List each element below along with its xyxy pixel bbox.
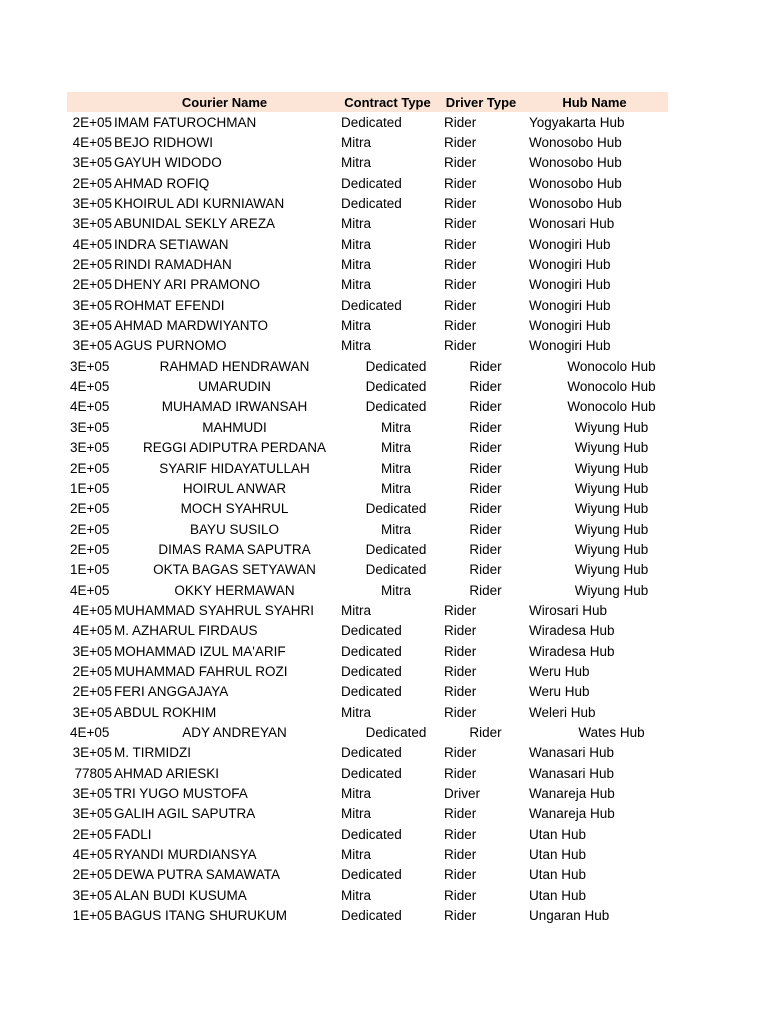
table-row <box>67 844 668 864</box>
cell-driver-type: Rider <box>469 399 502 415</box>
cell-id: 3E+05 <box>70 440 110 456</box>
cell-id: 3E+05 <box>72 887 112 903</box>
cell-courier-name: BAGUS ITANG SHURUKUM <box>114 908 288 924</box>
cell-contract-type: Mitra <box>341 887 371 903</box>
cell-courier-name: RAHMAD HENDRAWAN <box>159 358 310 374</box>
cell-hub-name: Wonogiri Hub <box>529 338 611 354</box>
cell-contract-type: Mitra <box>381 440 411 456</box>
cell-driver-type: Rider <box>444 704 477 720</box>
table-row <box>67 193 668 213</box>
cell-driver-type: Rider <box>469 419 502 435</box>
cell-contract-type: Dedicated <box>341 826 402 842</box>
cell-driver-type: Rider <box>469 562 502 578</box>
table-row <box>67 173 668 193</box>
table-row <box>67 539 668 559</box>
cell-courier-name: BAYU SUSILO <box>189 521 280 537</box>
cell-hub-name: Weru Hub <box>529 684 590 700</box>
cell-hub-name: Utan Hub <box>529 847 587 863</box>
header-driver-type: Driver Type <box>445 94 517 110</box>
cell-contract-type: Dedicated <box>341 297 402 313</box>
cell-contract-type: Dedicated <box>341 765 402 781</box>
header-hub-name: Hub Name <box>562 94 627 110</box>
cell-id: 2E+05 <box>72 175 112 191</box>
table-row <box>67 132 668 152</box>
cell-contract-type: Dedicated <box>365 358 427 374</box>
cell-id: 2E+05 <box>72 257 112 273</box>
cell-id: 3E+05 <box>72 745 112 761</box>
cell-hub-name: Wiyung Hub <box>574 562 649 578</box>
cell-hub-name: Wiyung Hub <box>574 582 649 598</box>
courier-table <box>67 92 668 926</box>
cell-contract-type: Mitra <box>381 521 411 537</box>
cell-hub-name: Wiyung Hub <box>574 460 649 476</box>
table-row <box>67 214 668 234</box>
cell-courier-name: AHMAD ROFIQ <box>114 175 210 191</box>
table-row <box>67 804 668 824</box>
table-row <box>67 112 668 132</box>
cell-driver-type: Rider <box>444 602 477 618</box>
cell-driver-type: Rider <box>444 155 477 171</box>
cell-hub-name: Wiradesa Hub <box>529 623 615 639</box>
cell-hub-name: Wonosobo Hub <box>529 135 622 151</box>
cell-hub-name: Wonocolo Hub <box>567 358 656 374</box>
cell-driver-type: Rider <box>444 663 477 679</box>
cell-id: 3E+05 <box>70 358 110 374</box>
cell-courier-name: MUHAMMAD FAHRUL ROZI <box>114 663 288 679</box>
cell-id: 3E+05 <box>72 155 112 171</box>
cell-contract-type: Mitra <box>381 419 411 435</box>
table-row <box>67 315 668 335</box>
cell-hub-name: Wanareja Hub <box>529 806 615 822</box>
cell-contract-type: Mitra <box>341 847 371 863</box>
cell-courier-name: RYANDI MURDIANSYA <box>114 847 257 863</box>
cell-courier-name: AGUS PURNOMO <box>114 338 227 354</box>
cell-id: 2E+05 <box>72 867 112 883</box>
cell-driver-type: Rider <box>444 887 477 903</box>
cell-contract-type: Dedicated <box>341 908 402 924</box>
cell-id: 4E+05 <box>72 602 112 618</box>
cell-hub-name: Utan Hub <box>529 826 587 842</box>
cell-hub-name: Wonocolo Hub <box>567 379 656 395</box>
cell-driver-type: Rider <box>469 541 502 557</box>
cell-hub-name: Wanasari Hub <box>529 765 615 781</box>
cell-hub-name: Wiradesa Hub <box>529 643 615 659</box>
cell-hub-name: Wonosobo Hub <box>529 196 622 212</box>
cell-courier-name: MUHAMMAD SYAHRUL SYAHRI <box>114 602 315 618</box>
cell-hub-name: Ungaran Hub <box>529 908 610 924</box>
cell-courier-name: MAHMUDI <box>202 419 267 435</box>
cell-driver-type: Rider <box>444 908 477 924</box>
cell-contract-type: Dedicated <box>341 175 402 191</box>
cell-courier-name: HOIRUL ANWAR <box>182 480 287 496</box>
table-row <box>67 600 668 620</box>
cell-courier-name: KHOIRUL ADI KURNIAWAN <box>114 196 285 212</box>
cell-driver-type: Rider <box>444 236 477 252</box>
cell-hub-name: Wonogiri Hub <box>529 277 611 293</box>
cell-hub-name: Wiyung Hub <box>574 541 649 557</box>
cell-id: 2E+05 <box>72 663 112 679</box>
cell-hub-name: Utan Hub <box>529 867 587 883</box>
header-courier-name: Courier Name <box>181 94 268 110</box>
cell-id: 4E+05 <box>72 135 112 151</box>
cell-id: 3E+05 <box>72 318 112 334</box>
table-row <box>67 580 668 600</box>
cell-driver-type: Rider <box>444 847 477 863</box>
cell-id: 3E+05 <box>72 297 112 313</box>
cell-id: 2E+05 <box>70 460 110 476</box>
table-row <box>67 356 668 376</box>
cell-courier-name: MUHAMAD IRWANSAH <box>161 399 308 415</box>
cell-driver-type: Rider <box>444 623 477 639</box>
cell-courier-name: REGGI ADIPUTRA PERDANA <box>142 440 327 456</box>
cell-courier-name: INDRA SETIAWAN <box>114 236 229 252</box>
cell-id: 2E+05 <box>70 501 110 517</box>
cell-driver-type: Rider <box>469 379 502 395</box>
cell-contract-type: Dedicated <box>341 684 402 700</box>
cell-driver-type: Rider <box>444 297 477 313</box>
cell-id: 1E+05 <box>70 562 110 578</box>
cell-id: 1E+05 <box>70 480 110 496</box>
table-row <box>67 275 668 295</box>
cell-courier-name: DHENY ARI PRAMONO <box>114 277 261 293</box>
cell-driver-type: Rider <box>444 826 477 842</box>
cell-courier-name: ABDUL ROKHIM <box>114 704 217 720</box>
cell-driver-type: Rider <box>444 745 477 761</box>
cell-id: 3E+05 <box>70 419 110 435</box>
cell-driver-type: Rider <box>444 643 477 659</box>
table-row <box>67 295 668 315</box>
cell-contract-type: Mitra <box>341 155 371 171</box>
cell-driver-type: Rider <box>469 480 502 496</box>
table-row <box>67 661 668 681</box>
cell-contract-type: Mitra <box>381 460 411 476</box>
cell-driver-type: Rider <box>444 175 477 191</box>
cell-hub-name: Wiyung Hub <box>574 480 649 496</box>
cell-driver-type: Rider <box>444 135 477 151</box>
cell-driver-type: Rider <box>469 501 502 517</box>
cell-contract-type: Mitra <box>341 236 371 252</box>
cell-contract-type: Dedicated <box>341 196 402 212</box>
table-row <box>67 499 668 519</box>
table-row <box>67 763 668 783</box>
cell-driver-type: Driver <box>444 786 480 802</box>
cell-contract-type: Mitra <box>381 480 411 496</box>
table-row <box>67 865 668 885</box>
table-row <box>67 254 668 274</box>
cell-contract-type: Dedicated <box>341 623 402 639</box>
table-row <box>67 234 668 254</box>
cell-courier-name: IMAM FATUROCHMAN <box>114 114 257 130</box>
cell-driver-type: Rider <box>469 358 502 374</box>
cell-courier-name: M. TIRMIDZI <box>114 745 191 761</box>
table-row <box>67 153 668 173</box>
cell-contract-type: Dedicated <box>341 867 402 883</box>
cell-hub-name: Wiyung Hub <box>574 501 649 517</box>
cell-contract-type: Dedicated <box>365 724 427 740</box>
table-body <box>67 112 668 926</box>
cell-courier-name: UMARUDIN <box>198 379 271 395</box>
cell-hub-name: Wiyung Hub <box>574 419 649 435</box>
table-row <box>67 722 668 742</box>
table-row <box>67 743 668 763</box>
cell-courier-name: ABUNIDAL SEKLY AREZA <box>114 216 276 232</box>
cell-contract-type: Mitra <box>341 216 371 232</box>
table-row <box>67 702 668 722</box>
cell-courier-name: ADY ANDREYAN <box>182 724 287 740</box>
table-row <box>67 905 668 925</box>
cell-hub-name: Wonosari Hub <box>529 216 615 232</box>
cell-id: 1E+05 <box>72 908 112 924</box>
cell-contract-type: Dedicated <box>365 399 427 415</box>
cell-courier-name: SYARIF HIDAYATULLAH <box>159 460 310 476</box>
cell-id: 2E+05 <box>70 521 110 537</box>
cell-driver-type: Rider <box>444 806 477 822</box>
cell-courier-name: FERI ANGGAJAYA <box>114 684 229 700</box>
cell-hub-name: Yogyakarta Hub <box>529 114 625 130</box>
cell-id: 3E+05 <box>72 338 112 354</box>
cell-id: 3E+05 <box>72 196 112 212</box>
cell-hub-name: Wonogiri Hub <box>529 257 611 273</box>
cell-contract-type: Mitra <box>341 318 371 334</box>
cell-hub-name: Wonocolo Hub <box>567 399 656 415</box>
table-row <box>67 560 668 580</box>
cell-id: 3E+05 <box>72 806 112 822</box>
cell-driver-type: Rider <box>444 867 477 883</box>
cell-driver-type: Rider <box>469 724 502 740</box>
table-row <box>67 478 668 498</box>
cell-contract-type: Dedicated <box>365 541 427 557</box>
table-row <box>67 417 668 437</box>
cell-id: 2E+05 <box>70 541 110 557</box>
header-contract-type: Contract Type <box>344 94 431 110</box>
cell-courier-name: AHMAD ARIESKI <box>114 765 220 781</box>
cell-courier-name: TRI YUGO MUSTOFA <box>114 786 248 802</box>
table-row <box>67 783 668 803</box>
cell-contract-type: Mitra <box>341 338 371 354</box>
cell-hub-name: Wirosari Hub <box>529 602 608 618</box>
cell-id: 4E+05 <box>70 724 110 740</box>
cell-id: 4E+05 <box>70 582 110 598</box>
table-row <box>67 519 668 539</box>
table-row <box>67 458 668 478</box>
cell-courier-name: RINDI RAMADHAN <box>114 257 232 273</box>
cell-courier-name: DEWA PUTRA SAMAWATA <box>114 867 281 883</box>
cell-id: 4E+05 <box>70 379 110 395</box>
cell-id: 3E+05 <box>72 786 112 802</box>
cell-id: 3E+05 <box>72 216 112 232</box>
cell-id: 4E+05 <box>72 623 112 639</box>
cell-hub-name: Wonogiri Hub <box>529 236 611 252</box>
cell-hub-name: Wanasari Hub <box>529 745 615 761</box>
cell-courier-name: OKKY HERMAWAN <box>174 582 295 598</box>
cell-id: 2E+05 <box>72 277 112 293</box>
cell-driver-type: Rider <box>444 684 477 700</box>
cell-id: 4E+05 <box>72 847 112 863</box>
cell-courier-name: GALIH AGIL SAPUTRA <box>114 806 256 822</box>
cell-hub-name: Weru Hub <box>529 663 590 679</box>
table-row <box>67 621 668 641</box>
cell-courier-name: ROHMAT EFENDI <box>114 297 225 313</box>
cell-hub-name: Weleri Hub <box>529 704 596 720</box>
cell-driver-type: Rider <box>469 521 502 537</box>
cell-id: 3E+05 <box>72 704 112 720</box>
table-row <box>67 397 668 417</box>
cell-contract-type: Mitra <box>341 277 371 293</box>
table-row <box>67 376 668 396</box>
table-row <box>67 336 668 356</box>
cell-driver-type: Rider <box>444 114 477 130</box>
cell-contract-type: Dedicated <box>365 562 427 578</box>
cell-contract-type: Dedicated <box>341 745 402 761</box>
cell-driver-type: Rider <box>444 338 477 354</box>
cell-courier-name: FADLI <box>114 826 152 842</box>
cell-hub-name: Wonogiri Hub <box>529 297 611 313</box>
cell-id: 2E+05 <box>72 826 112 842</box>
table-row <box>67 824 668 844</box>
cell-id: 2E+05 <box>72 114 112 130</box>
cell-hub-name: Wiyung Hub <box>574 440 649 456</box>
cell-contract-type: Mitra <box>381 582 411 598</box>
cell-driver-type: Rider <box>444 277 477 293</box>
cell-id: 3E+05 <box>72 643 112 659</box>
cell-hub-name: Wanareja Hub <box>529 786 615 802</box>
cell-hub-name: Wates Hub <box>578 724 645 740</box>
cell-contract-type: Dedicated <box>341 663 402 679</box>
cell-courier-name: ALAN BUDI KUSUMA <box>114 887 247 903</box>
cell-courier-name: BEJO RIDHOWI <box>114 135 214 151</box>
cell-contract-type: Mitra <box>341 704 371 720</box>
cell-hub-name: Wonogiri Hub <box>529 318 611 334</box>
cell-hub-name: Utan Hub <box>529 887 587 903</box>
cell-courier-name: AHMAD MARDWIYANTO <box>114 318 269 334</box>
cell-contract-type: Mitra <box>341 135 371 151</box>
cell-courier-name: DIMAS RAMA SAPUTRA <box>158 541 311 557</box>
cell-contract-type: Mitra <box>341 786 371 802</box>
cell-id: 77805 <box>74 765 112 781</box>
cell-contract-type: Mitra <box>341 257 371 273</box>
cell-driver-type: Rider <box>469 582 502 598</box>
cell-courier-name: GAYUH WIDODO <box>114 155 222 171</box>
cell-contract-type: Dedicated <box>341 643 402 659</box>
cell-driver-type: Rider <box>444 257 477 273</box>
cell-driver-type: Rider <box>444 196 477 212</box>
cell-id: 2E+05 <box>72 684 112 700</box>
cell-contract-type: Mitra <box>341 602 371 618</box>
cell-id: 4E+05 <box>72 236 112 252</box>
cell-hub-name: Wonosobo Hub <box>529 155 622 171</box>
cell-driver-type: Rider <box>444 216 477 232</box>
table-row <box>67 641 668 661</box>
table-header <box>67 92 668 112</box>
cell-courier-name: OKTA BAGAS SETYAWAN <box>153 562 316 578</box>
cell-id: 4E+05 <box>70 399 110 415</box>
cell-contract-type: Dedicated <box>341 114 402 130</box>
cell-driver-type: Rider <box>469 440 502 456</box>
cell-hub-name: Wonosobo Hub <box>529 175 622 191</box>
table-row <box>67 885 668 905</box>
cell-contract-type: Mitra <box>341 806 371 822</box>
cell-contract-type: Dedicated <box>365 379 427 395</box>
cell-driver-type: Rider <box>444 318 477 334</box>
cell-courier-name: MOHAMMAD IZUL MA'ARIF <box>114 643 286 659</box>
cell-courier-name: MOCH SYAHRUL <box>180 501 289 517</box>
cell-hub-name: Wiyung Hub <box>574 521 649 537</box>
cell-driver-type: Rider <box>444 765 477 781</box>
table-row <box>67 682 668 702</box>
cell-courier-name: M. AZHARUL FIRDAUS <box>114 623 258 639</box>
table-row <box>67 438 668 458</box>
cell-driver-type: Rider <box>469 460 502 476</box>
cell-contract-type: Dedicated <box>365 501 427 517</box>
